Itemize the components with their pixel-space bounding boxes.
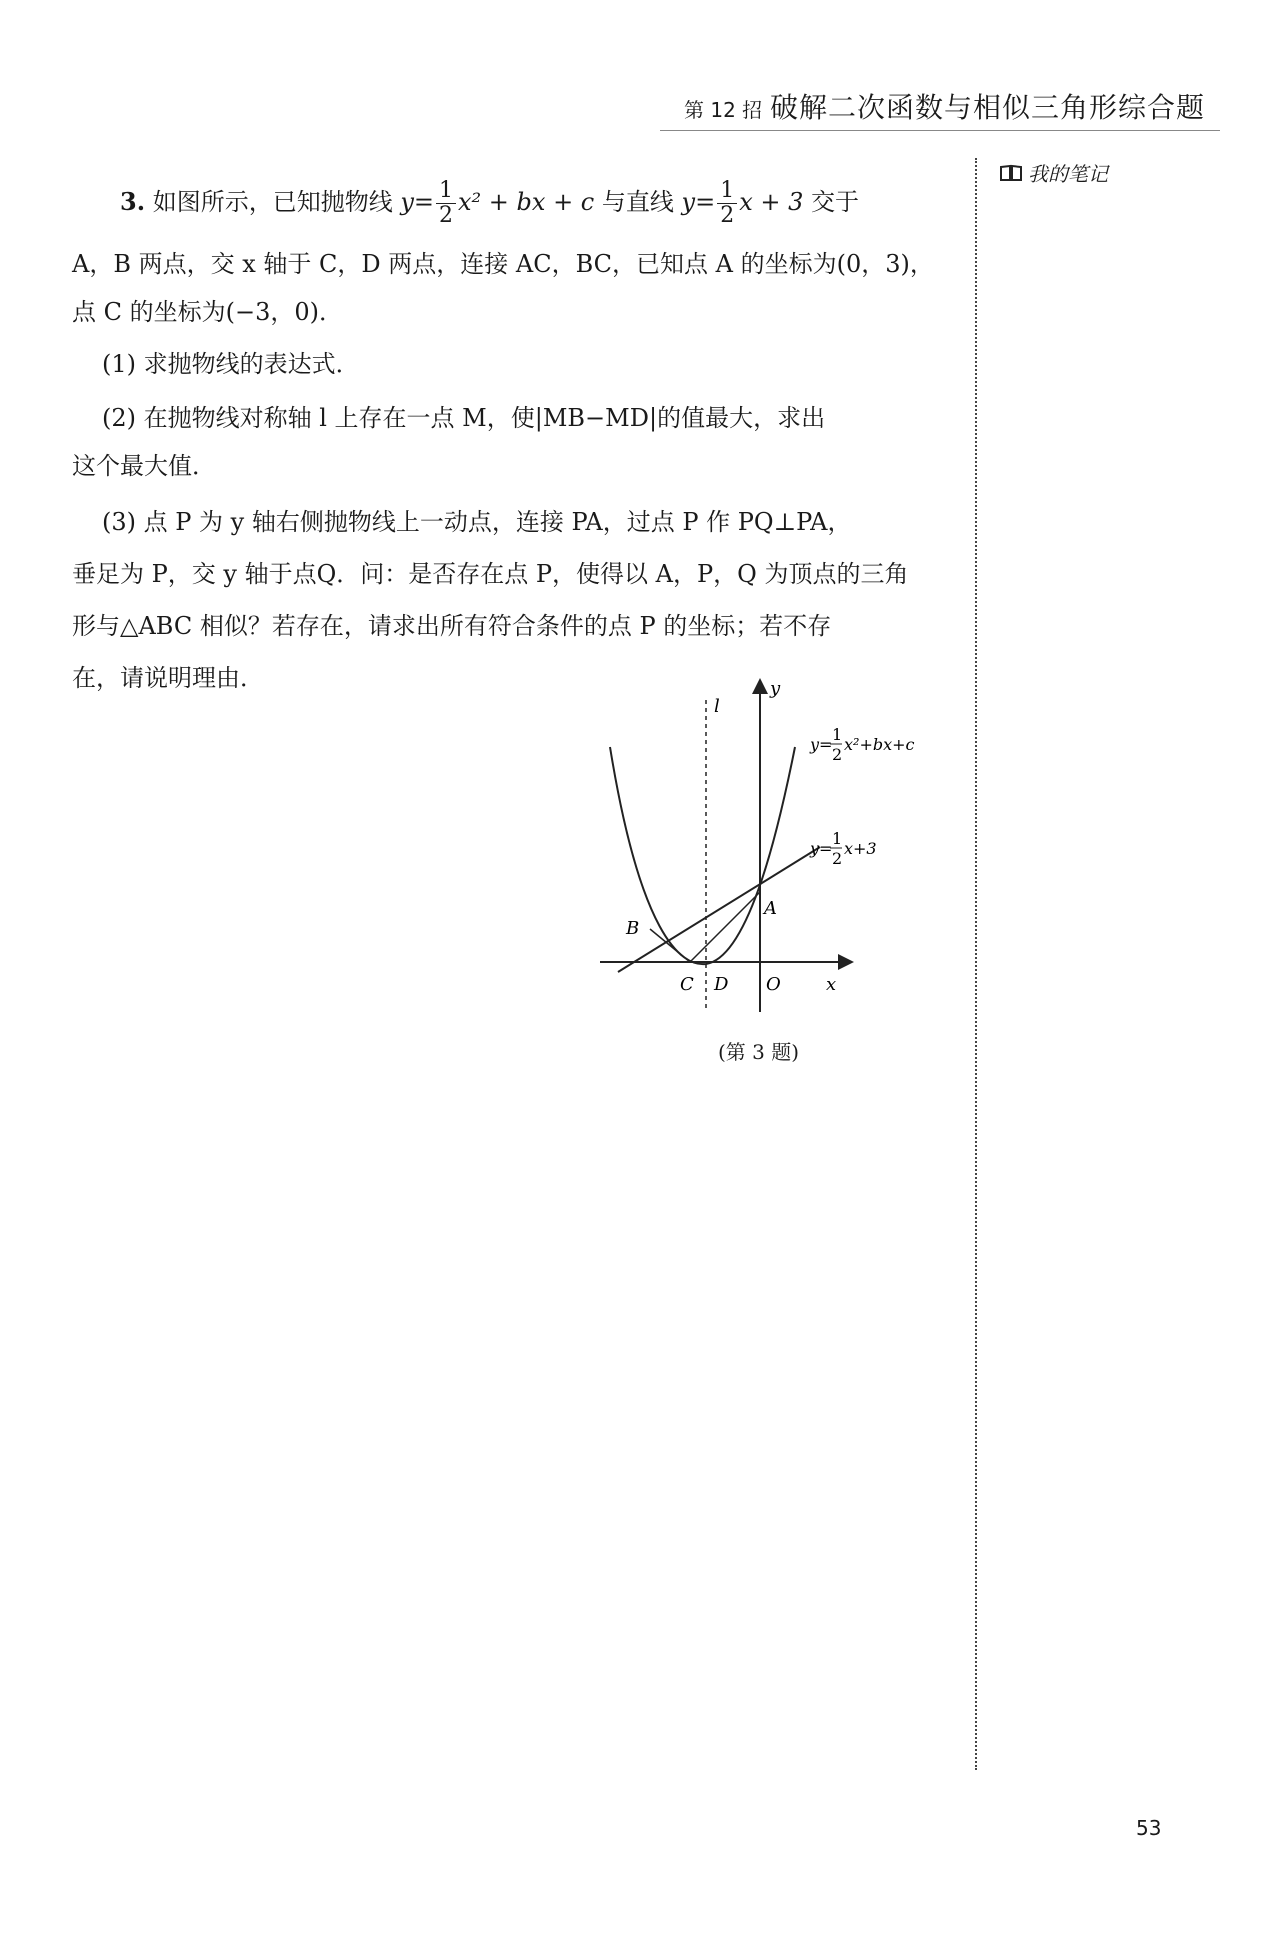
label-b: B	[626, 918, 640, 939]
chapter-title: 破解二次函数与相似三角形综合题	[770, 91, 1206, 124]
problem-line-2: A，B 两点，交 x 轴于 C，D 两点，连接 AC，BC，已知点 A 的坐标为(0，3)，	[72, 250, 934, 278]
label-y: y	[770, 678, 781, 699]
question-3c: 形与△ABC 相似？若存在，请求出所有符合条件的点 P 的坐标；若不存	[72, 612, 832, 640]
book-icon	[1000, 164, 1022, 182]
problem-figure	[590, 672, 950, 1032]
question-2b: 这个最大值．	[72, 452, 216, 480]
problem-text: 交于	[811, 188, 860, 216]
svg-text:x+3: x+3	[844, 839, 877, 858]
label-o: O	[766, 974, 781, 995]
straight-line	[618, 847, 820, 972]
question-2a: (2) 在抛物线对称轴 l 上存在一点 M，使|MB−MD|的值最大，求出	[102, 404, 826, 432]
fraction-half: $\frac{1}{2}$	[717, 179, 737, 228]
chapter-label: 第 12 招	[684, 98, 763, 122]
question-1: (1) 求抛物线的表达式．	[102, 350, 360, 378]
question-3a: (3) 点 P 为 y 轴右侧抛物线上一动点，连接 PA，过点 P 作 PQ⊥PA，	[102, 508, 852, 536]
svg-text:y=: y=	[810, 839, 833, 858]
notes-divider	[975, 158, 977, 1770]
problem-line-1	[120, 172, 859, 232]
svg-text:x²+bx+c: x²+bx+c	[844, 735, 915, 754]
parabola-label	[809, 725, 915, 764]
label-a: A	[764, 898, 777, 919]
page-number: 53	[1136, 1816, 1162, 1840]
problem-text: 如图所示，已知抛物线	[152, 188, 393, 216]
question-3d: 在，请说明理由．	[72, 664, 264, 692]
label-x: x	[826, 974, 837, 995]
svg-text:2: 2	[832, 745, 843, 764]
problem-number: 3.	[120, 187, 146, 216]
line-eq-lhs: y=	[681, 188, 716, 216]
header-rule	[660, 130, 1220, 131]
parabola-eq-rhs: x² + bx + c	[458, 188, 595, 216]
label-d: D	[714, 974, 729, 995]
parabola-eq-lhs: y=	[400, 188, 435, 216]
svg-text:1: 1	[832, 725, 843, 744]
notes-label: 我的笔记	[1028, 162, 1108, 186]
segment-bc	[650, 929, 690, 962]
problem-text: 与直线	[601, 188, 674, 216]
svg-text:2: 2	[832, 849, 843, 868]
label-c: C	[680, 974, 694, 995]
label-l: l	[714, 696, 720, 717]
line-eq-rhs: x + 3	[739, 188, 804, 216]
problem-line-3: 点 C 的坐标为(−3，0)．	[72, 298, 343, 326]
line-label	[809, 829, 877, 868]
page-header	[660, 82, 1220, 126]
figure-caption: (第 3 题)	[718, 1040, 800, 1064]
svg-text:1: 1	[832, 829, 843, 848]
notes-heading	[1000, 158, 1108, 187]
svg-text:y=: y=	[810, 735, 833, 754]
fraction-half: $\frac{1}{2}$	[436, 179, 456, 228]
question-3b: 垂足为 P，交 y 轴于点Q．问：是否存在点 P，使得以 A，P，Q 为顶点的三角	[72, 560, 909, 588]
